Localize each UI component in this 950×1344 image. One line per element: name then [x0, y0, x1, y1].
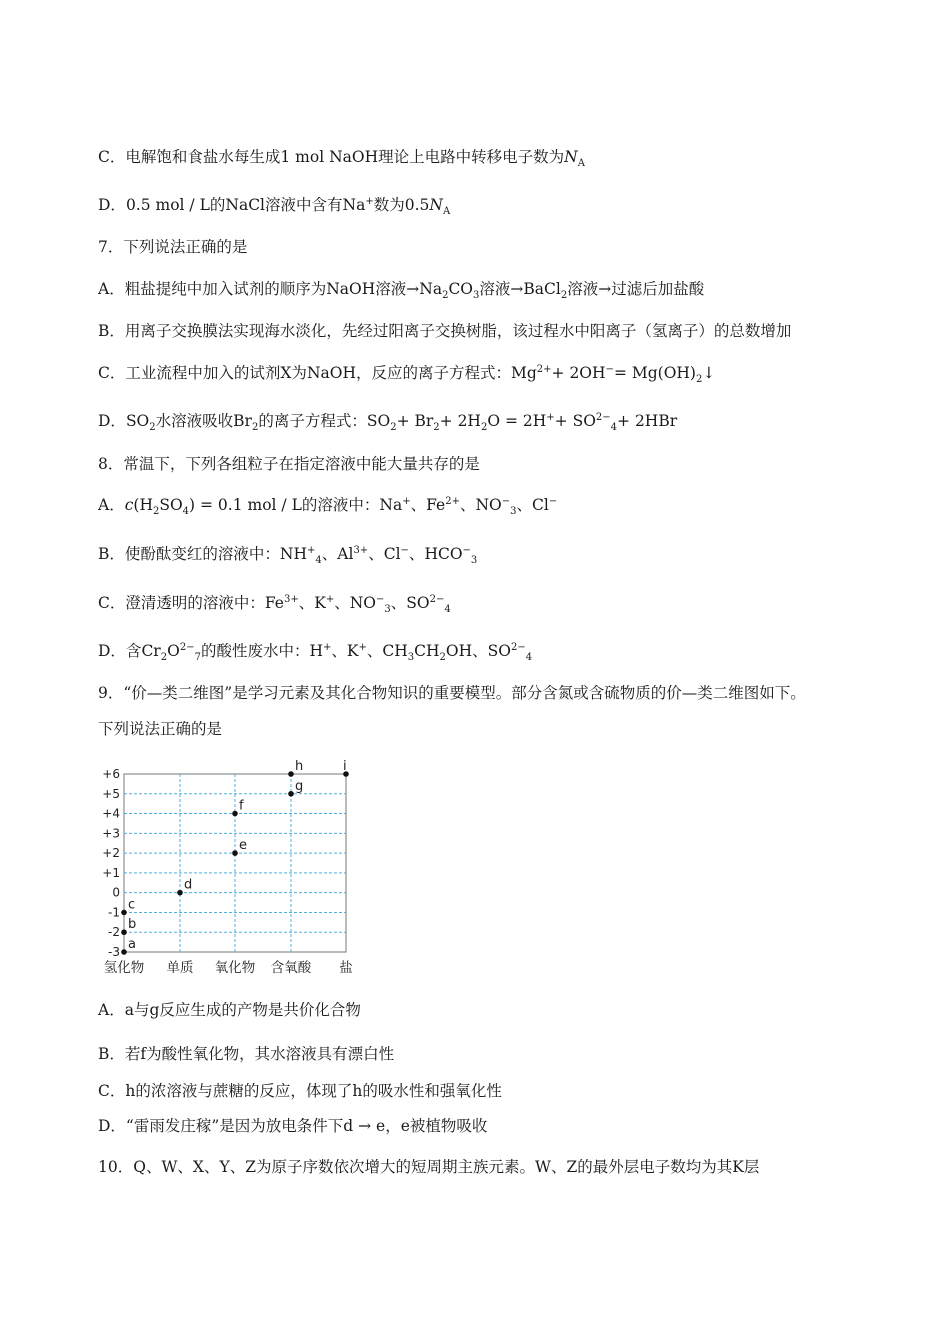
point-label-f: f: [239, 798, 244, 814]
x-category-label: 含氧酸: [270, 960, 312, 976]
y-tick-label: +3: [102, 826, 120, 841]
q9-option-c: C．h的浓溶液与蔗糖的反应，体现了h的吸水性和强氧化性: [98, 1082, 502, 1100]
point-label-d: d: [184, 877, 193, 893]
valence-class-chart: [90, 752, 380, 984]
point-label-c: c: [128, 897, 136, 913]
point-g: [288, 791, 294, 797]
y-tick-label: +2: [102, 846, 120, 861]
x-category-label: 盐: [339, 960, 353, 976]
q9-option-d: D．“雷雨发庄稼”是因为放电条件下d → e，e被植物吸收: [98, 1117, 488, 1135]
q8-stem: 8．常温下，下列各组粒子在指定溶液中能大量共存的是: [98, 455, 480, 473]
point-d: [177, 890, 183, 896]
q10-stem: 10．Q、W、X、Y、Z为原子序数依次增大的短周期主族元素。W、Z的最外层电子数均为其K层: [98, 1158, 760, 1176]
q7-option-d: D．$SO_2$水溶液吸收$Br_2$的离子方程式：$SO_2+ Br_2+ 2H_2O = 2H^++ SO^{2-}_4+ 2HBr$: [98, 411, 678, 434]
q9-option-a: A．a与g反应生成的产物是共价化合物: [98, 1001, 361, 1019]
q8-option-d: D．含$Cr_2O^{2-}_7$的酸性废水中：H+、K+、$CH_3CH_2OH$、$SO^{2-}_4$: [98, 641, 533, 664]
y-tick-label: -2: [108, 925, 120, 940]
y-tick-label: +1: [102, 865, 120, 880]
point-label-i: i: [343, 759, 347, 774]
q6-c-text: C．电解饱和食盐水每生成: [98, 148, 281, 166]
y-tick-label: -1: [108, 905, 120, 920]
y-tick-label: 0: [112, 885, 120, 900]
point-label-h: h: [295, 759, 304, 774]
q7-option-b: B．用离子交换膜法实现海水淡化，先经过阳离子交换树脂，该过程水中阳离子（氢离子）的总数增加: [98, 322, 792, 340]
y-tick-label: +5: [102, 786, 120, 801]
point-label-b: b: [128, 917, 137, 933]
q7-stem: 7．下列说法正确的是: [98, 238, 248, 256]
q8-option-b: B．使酚酞变红的溶液中：$NH^+_4$、$Al^{3+}$、Cl−、$HCO^-_3$: [98, 544, 478, 567]
q6-option-d: D．0.5 mol / L的NaCl溶液中含有Na+数为$0.5N_A$: [98, 195, 451, 218]
point-label-e: e: [239, 838, 247, 854]
x-category-label: 氧化物: [214, 960, 256, 976]
point-label-a: a: [128, 937, 136, 952]
y-tick-label: -3: [108, 945, 120, 959]
point-label-g: g: [295, 778, 304, 794]
q8-option-c: C．澄清透明的溶液中：$Fe^{3+}$、K+、$NO^-_3$、$SO^{2-}_4$: [98, 593, 451, 616]
q9-stem-line2: 下列说法正确的是: [98, 720, 223, 738]
point-f: [232, 811, 238, 817]
x-category-label: 氢化物: [103, 960, 145, 976]
q7-option-a: A．粗盐提纯中加入试剂的顺序为NaOH溶液$\to Na_2CO_3$溶液→BaCl$_2$溶液→过滤后加盐酸: [98, 280, 705, 302]
q7-option-c: C．工业流程中加入的试剂X为NaOH，反应的离子方程式：$Mg^{2+}+ 2OH^-=$ $Mg(OH)_2↓$: [98, 363, 716, 386]
q8-option-a: A．$c(H_2SO_4) = 0.1$ mol / L的溶液中：Na+、$Fe^{2+}$、$NO^-_3$、Cl−: [98, 495, 558, 518]
q9-option-b: B．若f为酸性氧化物，其水溶液具有漂白性: [98, 1045, 395, 1063]
point-c: [121, 910, 127, 916]
point-a: [121, 949, 127, 955]
y-tick-label: +6: [102, 767, 120, 781]
y-tick-label: +4: [102, 806, 120, 821]
point-b: [121, 929, 127, 935]
point-h: [288, 771, 294, 777]
q6-option-c: C．电解饱和食盐水每生成1 mol NaOH理论上电路中转移电子数为$N_A$: [98, 148, 585, 170]
point-e: [232, 850, 238, 856]
x-category-label: 单质: [166, 960, 194, 976]
q9-stem-line1: 9．“价—类二维图”是学习元素及其化合物知识的重要模型。部分含氮或含硫物质的价—类二维图如下。: [98, 684, 806, 702]
